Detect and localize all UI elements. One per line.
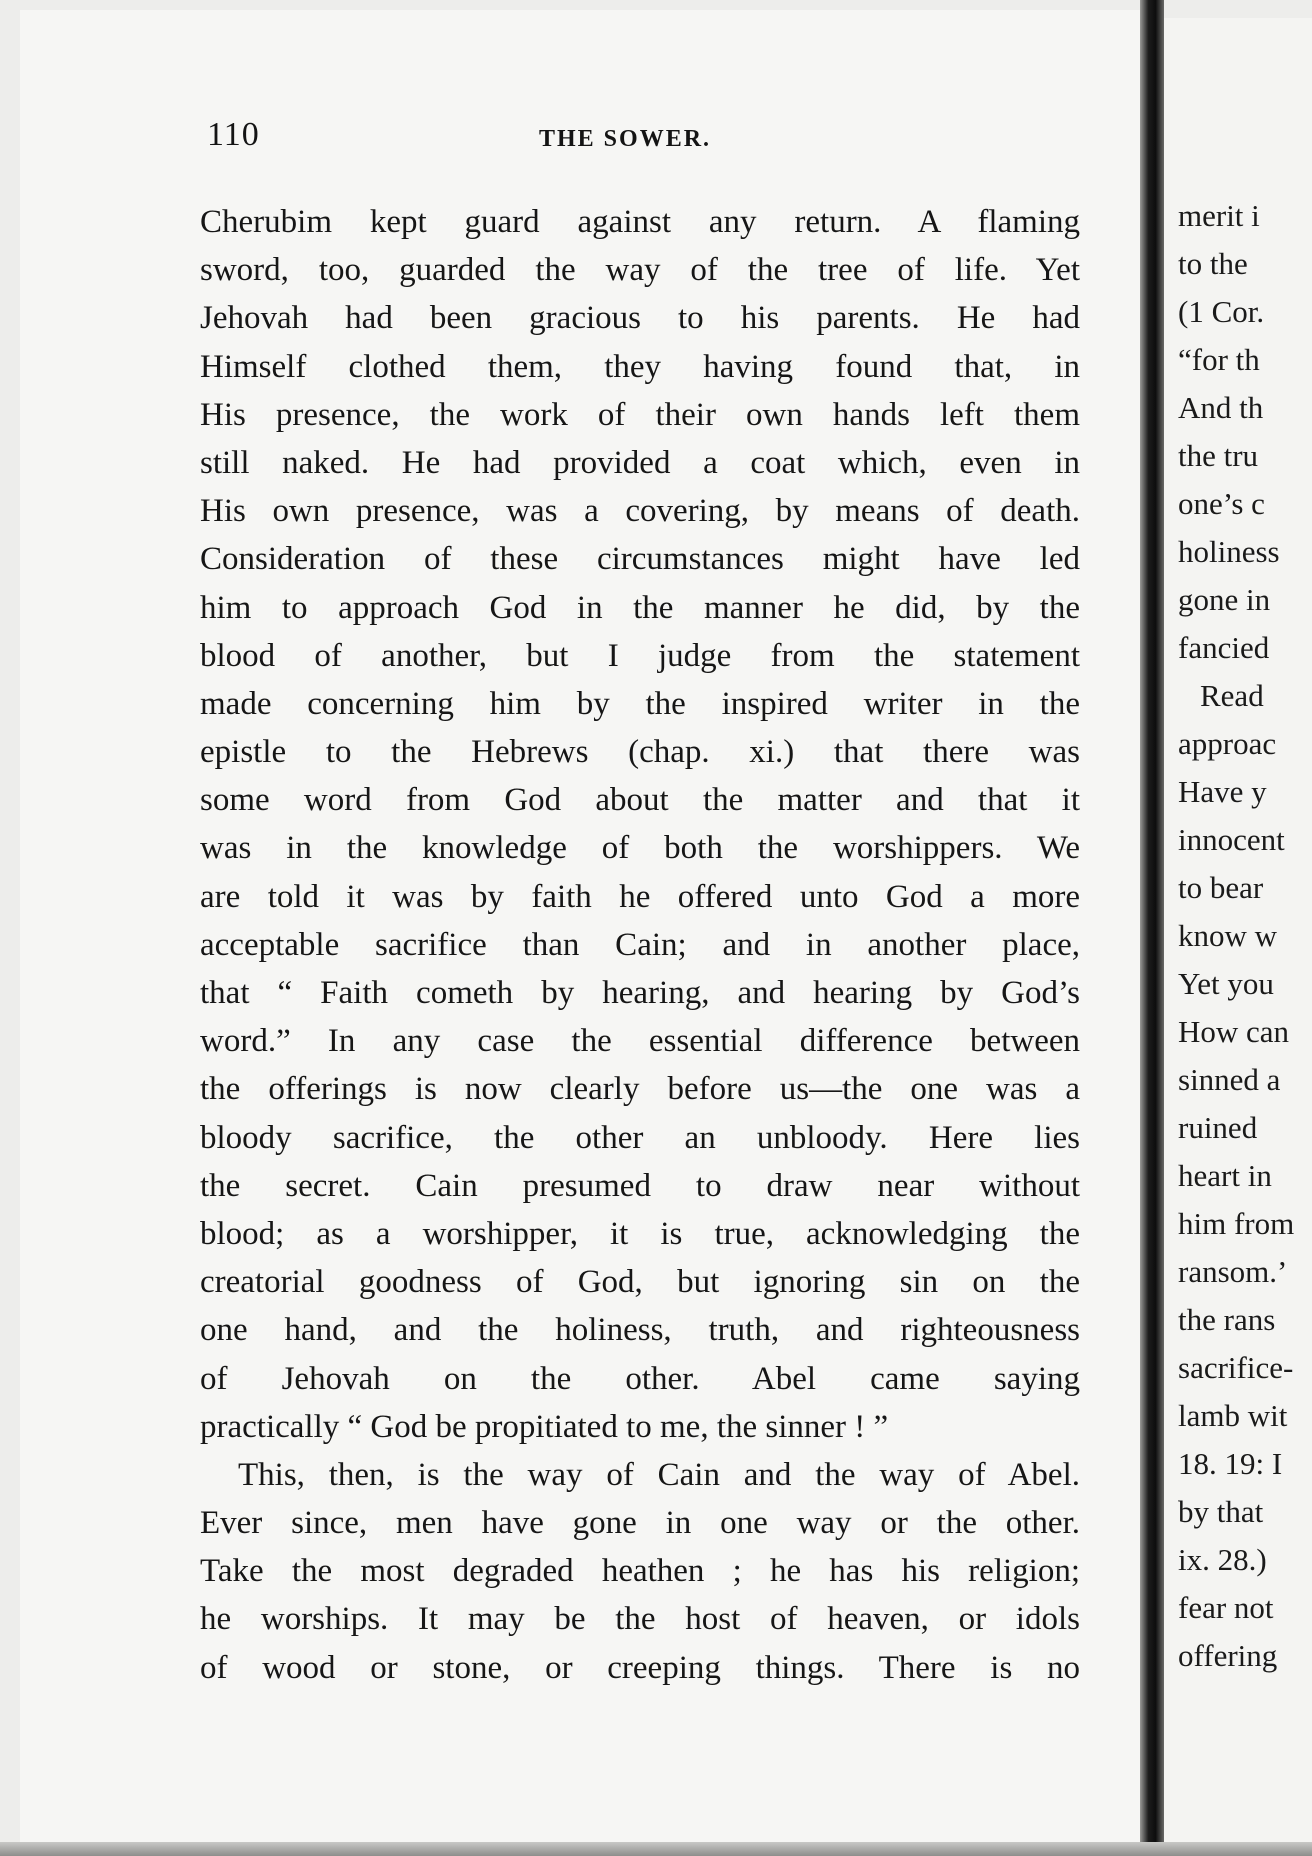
text-line: bloody sacrifice, the other an unbloody. Here lies [200,1119,1080,1156]
text-line: holiness [1178,534,1280,569]
text-line: some word from God about the matter and that it [200,782,1080,819]
running-title: THE SOWER. [539,126,712,152]
text-line: merit i [1178,198,1260,233]
text-line: innocent [1178,822,1285,857]
text-line: His presence, the work of their own hands left them [200,396,1080,433]
text-line: practically “ God be propitiated to me, the sinner ! ” [200,1408,889,1445]
text-line: ix. 28.) [1178,1542,1267,1577]
text-line: Consideration of these circumstances might have led [200,541,1080,578]
text-line: ruined [1178,1110,1258,1145]
text-line: the rans [1178,1302,1276,1337]
text-line: by that [1178,1494,1264,1529]
text-line: of wood or stone, or creeping things. There is no [200,1649,1080,1686]
text-line: epistle to the Hebrews (chap. xi.) that there was [200,734,1080,771]
text-line: heart in [1178,1158,1272,1193]
book-gutter [1140,0,1164,1856]
left-page-body [200,198,1080,1692]
text-line: was in the knowledge of both the worshippers. We [200,830,1080,867]
text-line: approac [1178,726,1277,761]
text-line: 18. 19: I [1178,1446,1283,1481]
text-line: to the [1178,246,1248,281]
page-header [207,116,1079,164]
text-line: Cherubim kept guard against any return. A flaming [200,204,1080,240]
text-line: “for th [1178,342,1260,377]
text-line: to bear [1178,870,1264,905]
text-line: How can [1178,1014,1290,1049]
text-line: still naked. He had provided a coat which, even in [200,444,1080,481]
text-line: are told it was by faith he offered unto God a more [200,878,1080,915]
text-line: Yet you [1178,966,1274,1001]
text-line: fancied [1178,630,1270,665]
text-line: offering [1178,1638,1278,1673]
text-line: fear not [1178,1590,1274,1625]
text-line: sacrifice- [1178,1350,1294,1385]
text-line: him to approach God in the manner he did, by the [200,589,1080,626]
text-line: Have y [1178,774,1267,809]
text-line: ransom.’ [1178,1254,1288,1289]
text-line: that “ Faith cometh by hearing, and hearing by God’s [200,975,1080,1011]
text-line: gone in [1178,582,1271,617]
right-page-body [1178,192,1312,1680]
text-line: lamb wit [1178,1398,1288,1433]
text-line: This, then, is the way of Cain and the way of Abel. [238,1456,1080,1493]
text-line: acceptable sacrifice than Cain; and in another place, [200,926,1080,963]
text-line: Jehovah had been gracious to his parents. He had [200,300,1080,337]
text-line: the secret. Cain presumed to draw near without [200,1167,1080,1204]
text-line: know w [1178,918,1278,953]
text-line: Ever since, men have gone in one way or the other. [200,1505,1080,1542]
text-line: him from [1178,1206,1295,1241]
text-line: one hand, and the holiness, truth, and righteousness [200,1312,1080,1349]
text-line: Himself clothed them, they having found that, in [200,348,1080,385]
text-line: he worships. It may be the host of heaven, or idols [200,1601,1080,1638]
text-line: one’s c [1178,486,1265,521]
text-line: Read [1200,678,1264,713]
text-line: sword, too, guarded the way of the tree of life. Yet [200,252,1080,289]
text-line: And th [1178,390,1264,425]
bottom-edge-shadow [0,1842,1312,1856]
text-line: His own presence, was a covering, by means of death. [200,493,1080,530]
text-line: sinned a [1178,1062,1281,1097]
text-line: of Jehovah on the other. Abel came saying [200,1360,1080,1397]
text-line: blood of another, but I judge from the statement [200,637,1080,674]
text-line: word.” In any case the essential difference between [200,1023,1080,1060]
text-line: the tru [1178,438,1259,473]
text-line: the offerings is now clearly before us—the one was a [200,1071,1080,1108]
text-line: (1 Cor. [1178,294,1265,329]
text-line: creatorial goodness of God, but ignoring sin on the [200,1264,1080,1301]
text-line: Take the most degraded heathen ; he has his religion; [200,1553,1080,1590]
page-number: 110 [207,116,260,153]
text-line: made concerning him by the inspired writer in the [200,685,1080,722]
text-line: blood; as a worshipper, it is true, acknowledging the [200,1215,1080,1252]
